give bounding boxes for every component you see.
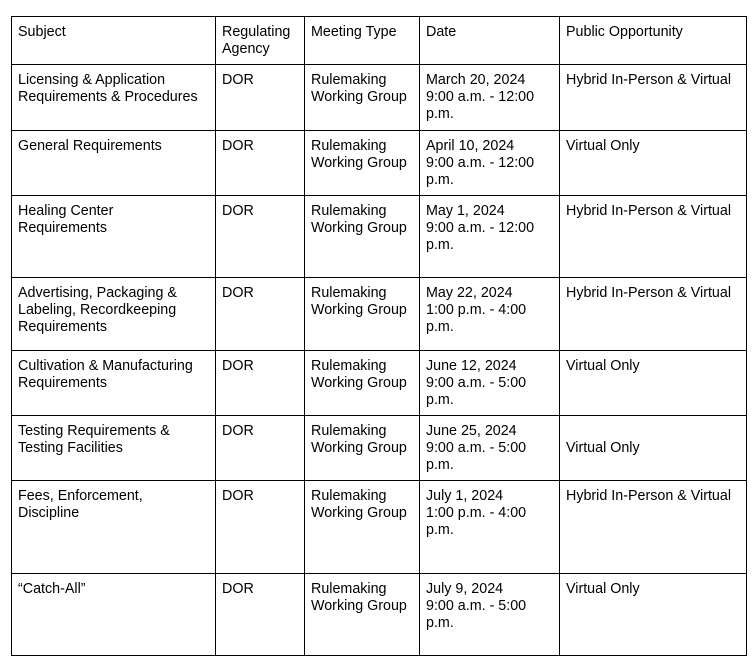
cell-meeting-type: Rulemaking Working Group xyxy=(305,481,420,574)
cell-agency: DOR xyxy=(216,481,305,574)
cell-agency: DOR xyxy=(216,196,305,278)
cell-meeting-type: Rulemaking Working Group xyxy=(305,416,420,481)
cell-date: July 9, 2024 9:00 a.m. - 5:00 p.m. xyxy=(420,574,560,656)
cell-meeting-type: Rulemaking Working Group xyxy=(305,131,420,196)
cell-agency: DOR xyxy=(216,65,305,131)
header-regulating-agency: Regulating Agency xyxy=(216,17,305,65)
cell-subject: Fees, Enforcement, Discipline xyxy=(12,481,216,574)
cell-public-opportunity: Hybrid In-Person & Virtual xyxy=(560,65,747,131)
cell-subject: Healing Center Requirements xyxy=(12,196,216,278)
table-row xyxy=(12,196,747,278)
cell-date: May 22, 2024 1:00 p.m. - 4:00 p.m. xyxy=(420,278,560,351)
cell-meeting-type: Rulemaking Working Group xyxy=(305,351,420,416)
table-row xyxy=(12,351,747,416)
cell-subject: “Catch-All” xyxy=(12,574,216,656)
cell-date: April 10, 2024 9:00 a.m. - 12:00 p.m. xyxy=(420,131,560,196)
table-row xyxy=(12,278,747,351)
cell-public-opportunity: Virtual Only xyxy=(560,574,747,656)
cell-date: June 12, 2024 9:00 a.m. - 5:00 p.m. xyxy=(420,351,560,416)
table-row xyxy=(12,131,747,196)
cell-agency: DOR xyxy=(216,278,305,351)
cell-agency: DOR xyxy=(216,131,305,196)
cell-meeting-type: Rulemaking Working Group xyxy=(305,278,420,351)
cell-meeting-type: Rulemaking Working Group xyxy=(305,196,420,278)
cell-agency: DOR xyxy=(216,351,305,416)
meeting-schedule-table xyxy=(11,16,747,656)
header-subject: Subject xyxy=(12,17,216,65)
cell-subject: Advertising, Packaging & Labeling, Recordkeeping Requirements xyxy=(12,278,216,351)
header-meeting-type: Meeting Type xyxy=(305,17,420,65)
cell-date: May 1, 2024 9:00 a.m. - 12:00 p.m. xyxy=(420,196,560,278)
cell-public-opportunity: Hybrid In-Person & Virtual xyxy=(560,278,747,351)
cell-date: June 25, 2024 9:00 a.m. - 5:00 p.m. xyxy=(420,416,560,481)
cell-agency: DOR xyxy=(216,416,305,481)
table-row xyxy=(12,574,747,656)
cell-subject: General Requirements xyxy=(12,131,216,196)
header-public-opportunity: Public Opportunity xyxy=(560,17,747,65)
cell-agency: DOR xyxy=(216,574,305,656)
header-date: Date xyxy=(420,17,560,65)
cell-public-opportunity: Hybrid In-Person & Virtual xyxy=(560,481,747,574)
cell-subject: Cultivation & Manufacturing Requirements xyxy=(12,351,216,416)
cell-public-opportunity: Virtual Only xyxy=(560,131,747,196)
table-row xyxy=(12,416,747,481)
table-row xyxy=(12,481,747,574)
cell-meeting-type: Rulemaking Working Group xyxy=(305,574,420,656)
cell-date: March 20, 2024 9:00 a.m. - 12:00 p.m. xyxy=(420,65,560,131)
cell-public-opportunity: Hybrid In-Person & Virtual xyxy=(560,196,747,278)
cell-meeting-type: Rulemaking Working Group xyxy=(305,65,420,131)
cell-public-opportunity: Virtual Only xyxy=(560,351,747,416)
cell-date: July 1, 2024 1:00 p.m. - 4:00 p.m. xyxy=(420,481,560,574)
table-header-row xyxy=(12,17,747,65)
cell-public-opportunity: Virtual Only xyxy=(560,416,747,481)
table-row xyxy=(12,65,747,131)
cell-subject: Licensing & Application Requirements & Procedures xyxy=(12,65,216,131)
cell-subject: Testing Requirements & Testing Facilities xyxy=(12,416,216,481)
